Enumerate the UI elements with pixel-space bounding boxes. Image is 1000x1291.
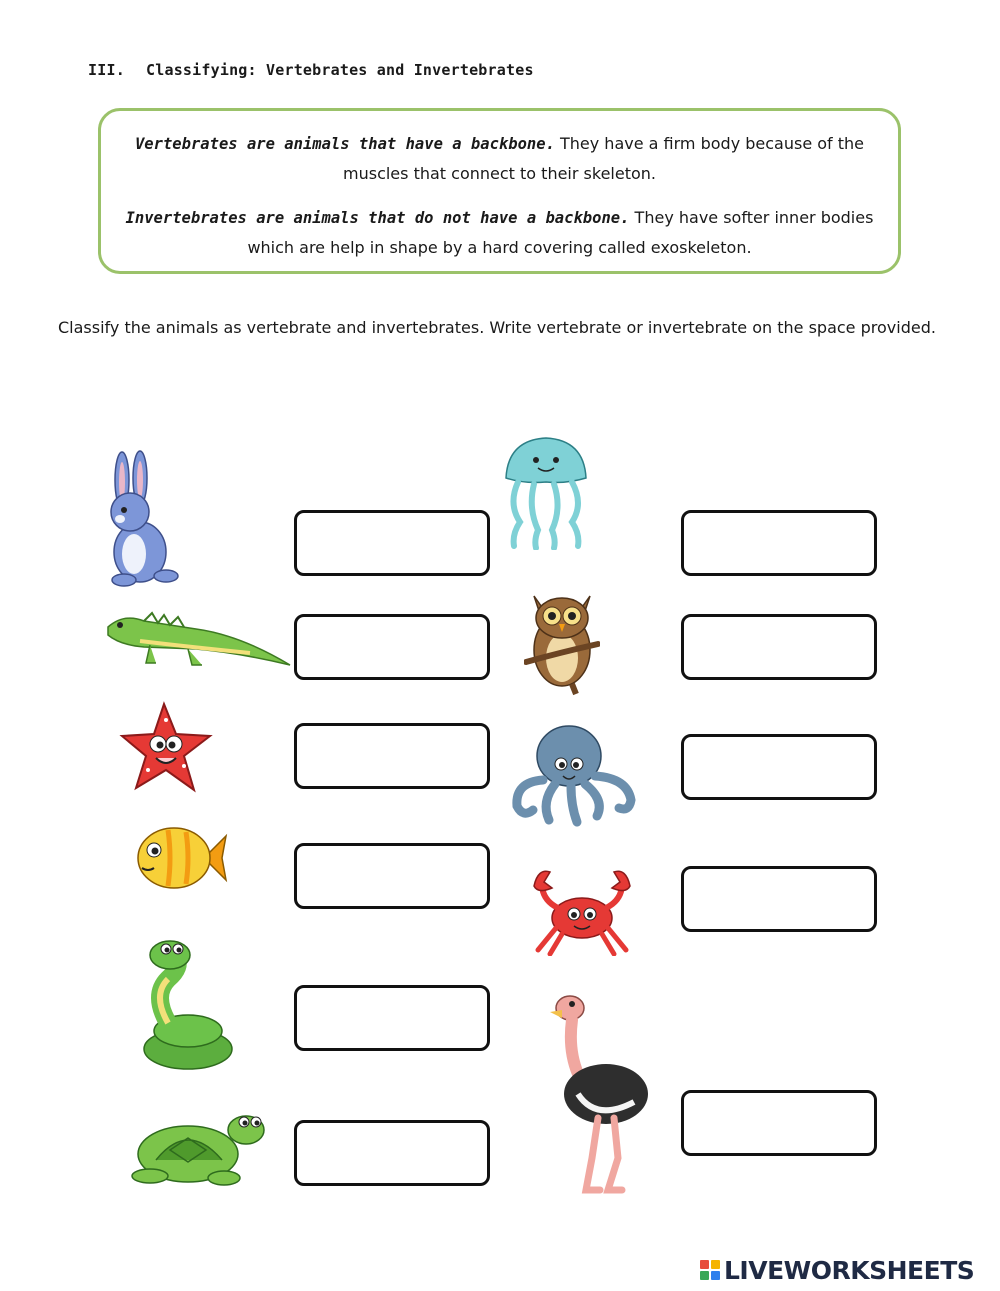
section-heading xyxy=(88,61,534,79)
rabbit-icon xyxy=(100,450,180,588)
answer-box-starfish[interactable] xyxy=(294,723,490,789)
octopus-icon xyxy=(505,720,639,828)
invertebrates-definition xyxy=(125,203,874,262)
answer-box-iguana[interactable] xyxy=(294,614,490,680)
crab-icon xyxy=(528,864,636,956)
answer-box-turtle[interactable] xyxy=(294,1120,490,1186)
ostrich-icon xyxy=(548,990,652,1196)
invertebrates-definition-bold: Invertebrates are animals that do not have a backbone. xyxy=(125,209,630,227)
vertebrates-definition-text: They have a firm body because of the muscles that connect to their skeleton. xyxy=(343,134,865,183)
jellyfish-icon xyxy=(500,434,592,550)
answer-box-crab[interactable] xyxy=(681,866,877,932)
instruction-text: Classify the animals as vertebrate and invertebrates. Write vertebrate or invertebrate on the space provided. xyxy=(58,318,936,337)
iguana-icon xyxy=(100,605,292,669)
answer-box-rabbit[interactable] xyxy=(294,510,490,576)
liveworksheets-logo xyxy=(700,1255,974,1285)
vertebrates-definition-bold: Vertebrates are animals that have a backbone. xyxy=(134,135,555,153)
answer-box-octopus[interactable] xyxy=(681,734,877,800)
invertebrates-definition-text: They have softer inner bodies which are help in shape by a hard covering called exoskeleton. xyxy=(247,208,874,257)
definition-box xyxy=(98,108,901,274)
brand-name: LIVEWORKSHEETS xyxy=(724,1255,975,1285)
answer-box-fish[interactable] xyxy=(294,843,490,909)
section-title: Classifying: Vertebrates and Invertebrates xyxy=(146,61,534,79)
owl-icon xyxy=(524,584,600,696)
section-number: III. xyxy=(88,61,125,79)
logo-grid-icon xyxy=(700,1260,720,1280)
snake-icon xyxy=(138,935,238,1075)
answer-box-snake[interactable] xyxy=(294,985,490,1051)
vertebrates-definition xyxy=(125,129,874,188)
answer-box-ostrich[interactable] xyxy=(681,1090,877,1156)
answer-box-jellyfish[interactable] xyxy=(681,510,877,576)
turtle-icon xyxy=(126,1102,268,1188)
fish-icon xyxy=(132,822,228,894)
answer-box-owl[interactable] xyxy=(681,614,877,680)
starfish-icon xyxy=(118,700,214,796)
